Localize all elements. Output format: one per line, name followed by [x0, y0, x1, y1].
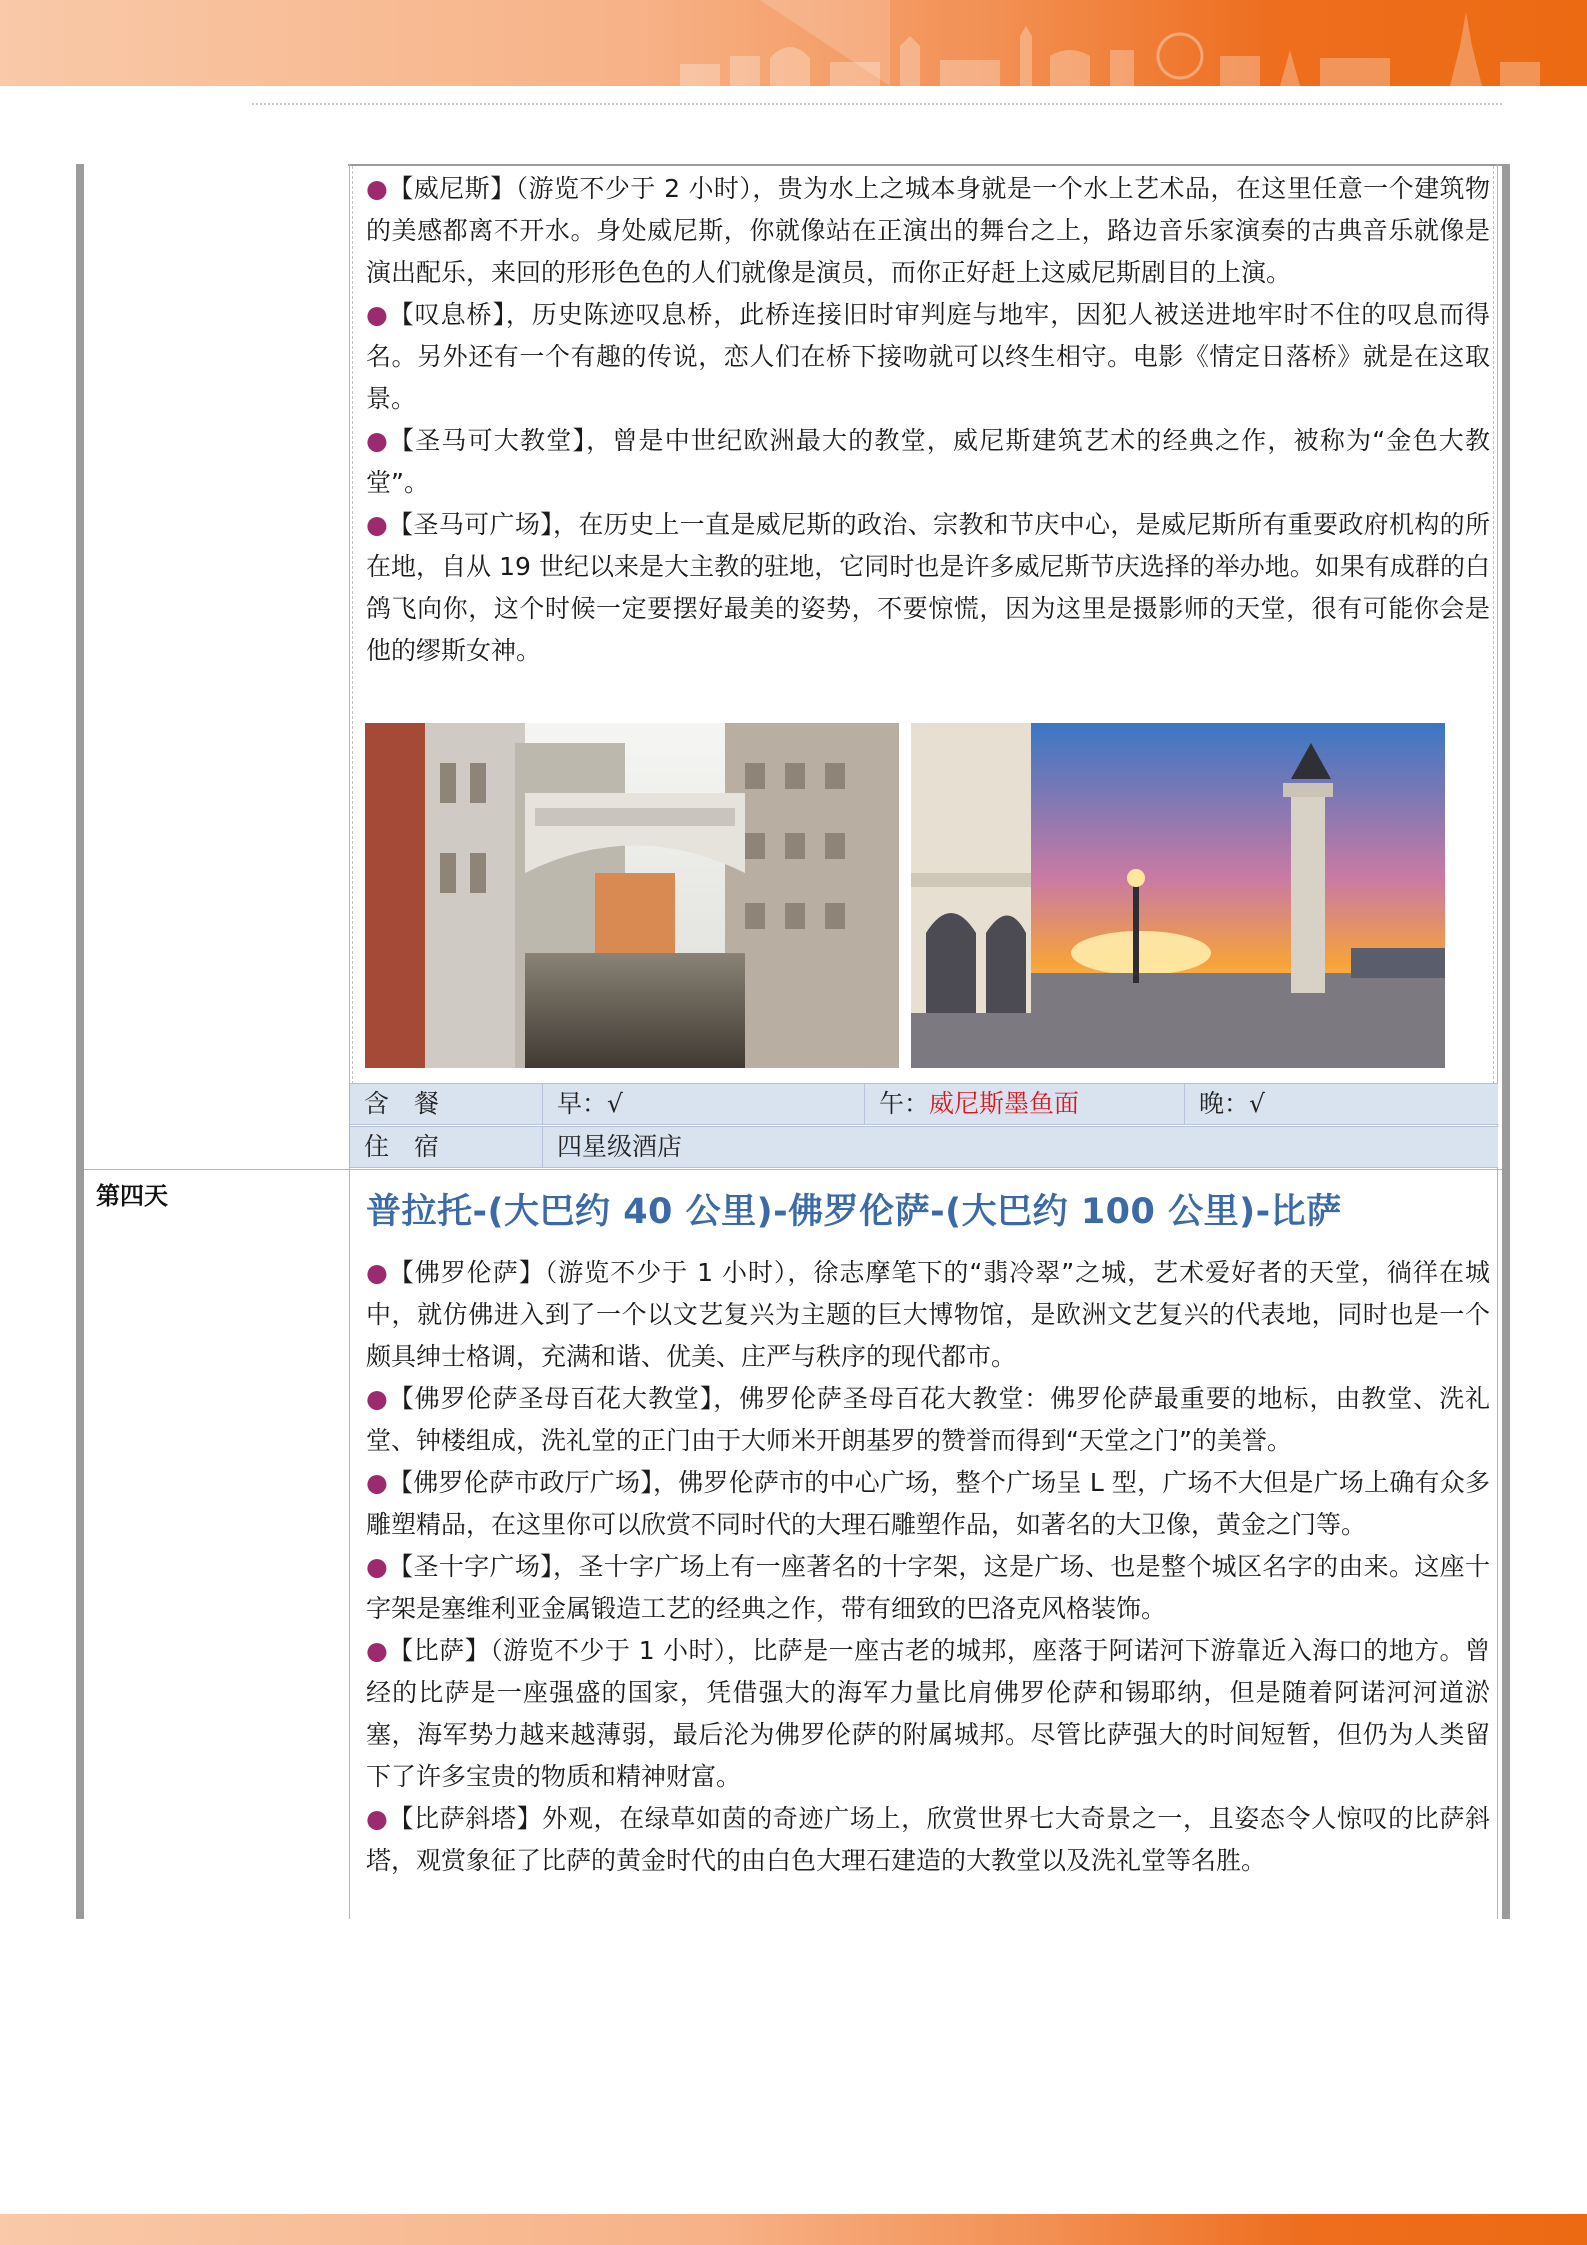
paragraph-florence: ●【佛罗伦萨】（游览不少于 1 小时），徐志摩笔下的“翡冷翠”之城，艺术爱好者的天堂，徜徉在城中，就仿佛进入到了一个以文艺复兴为主题的巨大博物馆，是欧洲文艺复兴的代表地，同时也是一个颇具绅士格调，充满和谐、优美、庄严与秩序的现代都市。 [366, 1258, 1490, 1371]
paragraph-santa-croce-square: ●【圣十字广场】，圣十字广场上有一座著名的十字架，这是广场、也是整个城区名字的由来。这座十字架是塞维利亚金属锻造工艺的经典之作，带有细致的巴洛克风格装饰。 [366, 1552, 1490, 1623]
paragraph-pisa: ●【比萨】（游览不少于 1 小时），比萨是一座古老的城邦，座落于阿诺河下游靠近入海口的地方。曾经的比萨是一座强盛的国家，凭借强大的海军力量比肩佛罗伦萨和锡耶纳，但是随着阿诺河河道淤塞，海军势力越来越薄弱，最后沦为佛罗伦萨的附属城邦。尽管比萨强大的时间短暂，但仍为人类留下了许多宝贵的物质和精神财富。 [366, 1636, 1490, 1791]
lunch-cell: 午：威尼斯墨鱼面 [864, 1084, 1079, 1124]
dinner-cell: 晚：√ [1184, 1084, 1265, 1124]
city-skyline-decoration [660, 6, 1540, 86]
meals-row [350, 1083, 1498, 1125]
bridge-of-sighs-photo [365, 723, 899, 1068]
header-banner [0, 0, 1587, 86]
breakfast-cell: 早：√ [542, 1084, 623, 1124]
paragraph-leaning-tower: ●【比萨斜塔】外观，在绿草如茵的奇迹广场上，欣赏世界七大奇景之一，且姿态令人惊叹的比萨斜塔，观赏象征了比萨的黄金时代的由白色大理石建造的大教堂以及洗礼堂等名胜。 [366, 1804, 1490, 1875]
florence-pisa-description [366, 1252, 1490, 1882]
lunch-dish: 威尼斯墨鱼面 [929, 1089, 1080, 1118]
paragraph-st-marks-basilica: ●【圣马可大教堂】，曾是中世纪欧洲最大的教堂，威尼斯建筑艺术的经典之作，被称为“金色大教堂”。 [366, 426, 1490, 497]
lodging-label: 住 宿 [364, 1132, 440, 1161]
header-divider [252, 103, 1502, 105]
paragraph-bridge-of-sighs: ●【叹息桥】，历史陈迹叹息桥，此桥连接旧时审判庭与地牢，因犯人被送进地牢时不住的叹息而得名。另外还有一个有趣的传说，恋人们在桥下接吻就可以终生相守。电影《情定日落桥》就是在这取景。 [366, 300, 1490, 413]
day-label: 第四天 [96, 1182, 168, 1210]
paragraph-venice: ●【威尼斯】（游览不少于 2 小时），贵为水上之城本身就是一个水上艺术品，在这里任意一个建筑物的美感都离不开水。身处威尼斯，你就像站在正演出的舞台之上，路边音乐家演奏的古典音乐就像是演出配乐，来回的形形色色的人们就像是演员，而你正好赶上这威尼斯剧目的上演。 [366, 174, 1490, 287]
lodging-value: 四星级酒店 [542, 1127, 682, 1167]
paragraph-st-marks-square: ●【圣马可广场】，在历史上一直是威尼斯的政治、宗教和节庆中心，是威尼斯所有重要政府机构的所在地，自从 19 世纪以来是大主教的驻地，它同时也是许多威尼斯节庆选择的举办地。如果有成群的白鸽飞向你，这个时候一定要摆好最美的姿势，不要惊慌，因为这里是摄影师的天堂，很有可能你会是他的缪斯女神。 [366, 510, 1490, 665]
paragraph-piazza-della-signoria: ●【佛罗伦萨市政厅广场】，佛罗伦萨市的中心广场，整个广场呈 L 型，广场不大但是广场上确有众多雕塑精品，在这里你可以欣赏不同时代的大理石雕塑作品，如著名的大卫像，黄金之门等。 [366, 1468, 1490, 1539]
st-marks-square-sunset-photo [911, 723, 1445, 1068]
meals-label: 含 餐 [364, 1089, 440, 1118]
footer-banner [0, 2214, 1587, 2245]
lodging-row [350, 1126, 1498, 1168]
paragraph-florence-cathedral: ●【佛罗伦萨圣母百花大教堂】，佛罗伦萨圣母百花大教堂：佛罗伦萨最重要的地标，由教堂、洗礼堂、钟楼组成，洗礼堂的正门由于大师米开朗基罗的赞誉而得到“天堂之门”的美誉。 [366, 1384, 1490, 1455]
venice-description [366, 168, 1490, 672]
day-route-title: 普拉托-(大巴约 40 公里)-佛罗伦萨-(大巴约 100 公里)-比萨 [366, 1192, 1342, 1232]
